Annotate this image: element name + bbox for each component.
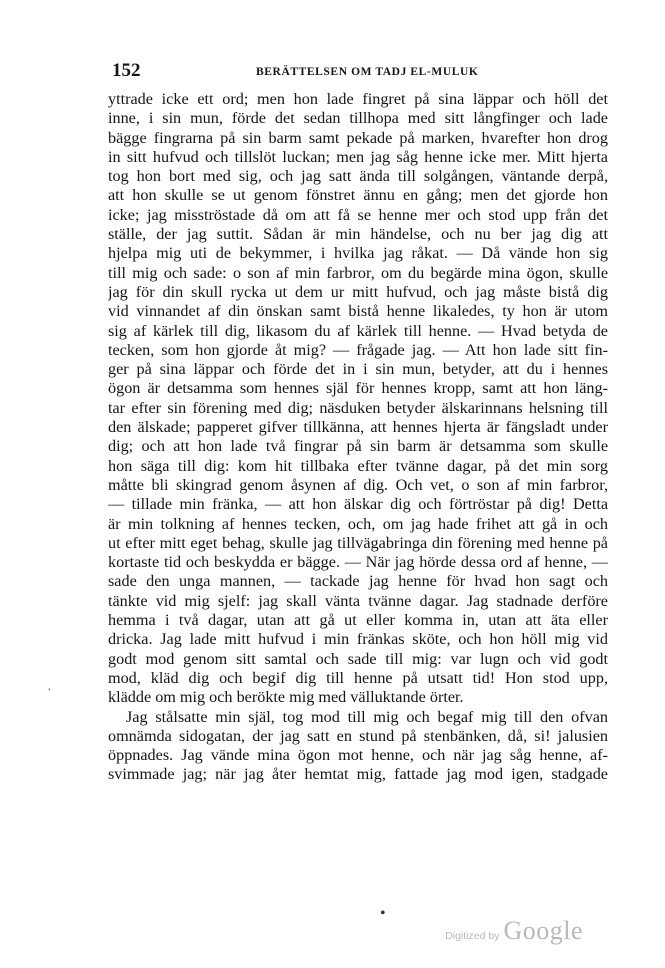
text-line: yttrade icke ett ord; men hon lade fingret på sina läppar och höll det — [108, 90, 608, 108]
text-line: mod, kläd dig och begif dig till henne på utsatt tid! Hon stod upp, — [108, 668, 608, 687]
text-line: ut efter mitt eget behag, skulle jag tillvägabringa din förening med henne på — [108, 533, 608, 552]
text-line: tar efter sin förening med dig; näsduken betyder älskarinnans helsning till — [108, 398, 608, 417]
text-line: att hon skulle se ut genom fönstret ännu en gång; men det gjorde hon — [108, 186, 608, 205]
text-line: måtte bli skingrad genom åsynen af dig. Och vet, o son af min farbror, — [108, 475, 608, 494]
text-line: ögon är detsamma som hennes själ för hennes kropp, samt att hon läng- — [108, 379, 608, 398]
text-line: klädde om mig och berökte mig med välluktande örter. — [108, 688, 464, 707]
text-line: den älskade; papperet gifver tillkänna, att hennes hjerta är fängsladt under — [108, 418, 608, 437]
text-line: hon säga till dig: kom hit tillbaka efter tvänne dagar, på det min sorg — [108, 456, 608, 475]
text-line: sig af kärlek till dig, likasom du af kärlek till henne. — Hvad betyda de — [108, 321, 608, 340]
text-line: kortaste tid och beskydda er bägge. — När jag hörde dessa ord af henne, — — [108, 553, 608, 572]
google-watermark — [445, 916, 583, 946]
text-line: omnämda sidogatan, der jag satt en stund på stenbänken, då, si! jalusien — [108, 726, 608, 745]
text-line: är min tolkning af hennes tecken, och, om jag hade frihet att gå in och — [108, 514, 608, 533]
margin-mark: · — [47, 683, 52, 698]
text-line: bägge fingrarna på sin barm samt pekade på marken, hvarefter hon drog — [108, 128, 608, 147]
text-line: inne, i sin mun, förde det sedan tillhopa med sitt långfinger och lade — [108, 109, 608, 128]
page-header — [108, 58, 608, 86]
text-line: tänkte vid mig sjelf: jag skall vänta tvänne dagar. Jag stadnade derföre — [108, 591, 608, 610]
text-line: hemma i två dagar, utan att gå ut eller komma in, utan att äta eller — [108, 611, 608, 630]
text-line: tog hon bort med sig, och jag satt ända till solgången, väntande derpå, — [108, 167, 608, 186]
watermark-prefix: Digitized by — [445, 930, 500, 942]
text-line: — tillade min fränka, — att hon älskar dig och förtröstar på dig! Detta — [108, 495, 608, 514]
text-line: in sitt hufvud och tillslöt luckan; men jag såg henne icke mer. Mitt hjerta — [108, 147, 608, 166]
page-number: 152 — [112, 60, 141, 81]
running-head: BERÄTTELSEN OM TADJ EL-MULUK — [256, 66, 479, 78]
text-line: ger på sina läppar och förde det in i sin mun, betyder, att du i hennes — [108, 360, 608, 379]
body-text — [108, 90, 608, 785]
text-line: hjelpa mig uti de bekymmer, i hvilka jag råkat. — Då vände hon sig — [108, 244, 608, 263]
text-line: godt mod genom sitt samtal och sade till mig: var lugn och vid godt — [108, 649, 608, 668]
google-logo: Google — [503, 916, 583, 945]
text-line: öppnades. Jag vände mina ögon mot henne, och när jag såg henne, af- — [108, 746, 608, 765]
text-line: till mig och sade: o son af min farbror, om du begärde mina ögon, skulle — [108, 263, 608, 282]
text-line: vid vinnandet af din önskan samt bistå henne likaledes, ty hon är utom — [108, 302, 608, 321]
text-line: svimmade jag; när jag åter hemtat mig, fattade jag mod igen, stadgade — [108, 765, 608, 784]
text-line: sade den unga mannen, — tackade jag henne för hvad hon sagt och — [108, 572, 608, 591]
text-line: tecken, som hon gjorde åt mig? — frågade jag. — Att hon lade sitt fin- — [108, 340, 608, 359]
text-line: dricka. Jag lade mitt hufvud i min fränkas sköte, och hon höll mig vid — [108, 630, 608, 649]
text-line: jag för din skull rycka ut dem ur mitt hufvud, och jag måste bistå dig — [108, 282, 608, 301]
bottom-mark: • — [380, 905, 386, 922]
paragraph — [108, 90, 608, 708]
text-line: ställe, der jag suttit. Sådan är min händelse, och nu ber jag dig att — [108, 225, 608, 244]
paragraph — [108, 708, 608, 785]
text-line: Jag stålsatte min själ, tog mod till mig och begaf mig till den ofvan — [126, 707, 608, 726]
text-line: dig; och att hon lade två fingrar på sin barm är detsamma som skulle — [108, 437, 608, 456]
text-line: icke; jag misströstade då om att få se henne mer och stod upp från det — [108, 205, 608, 224]
